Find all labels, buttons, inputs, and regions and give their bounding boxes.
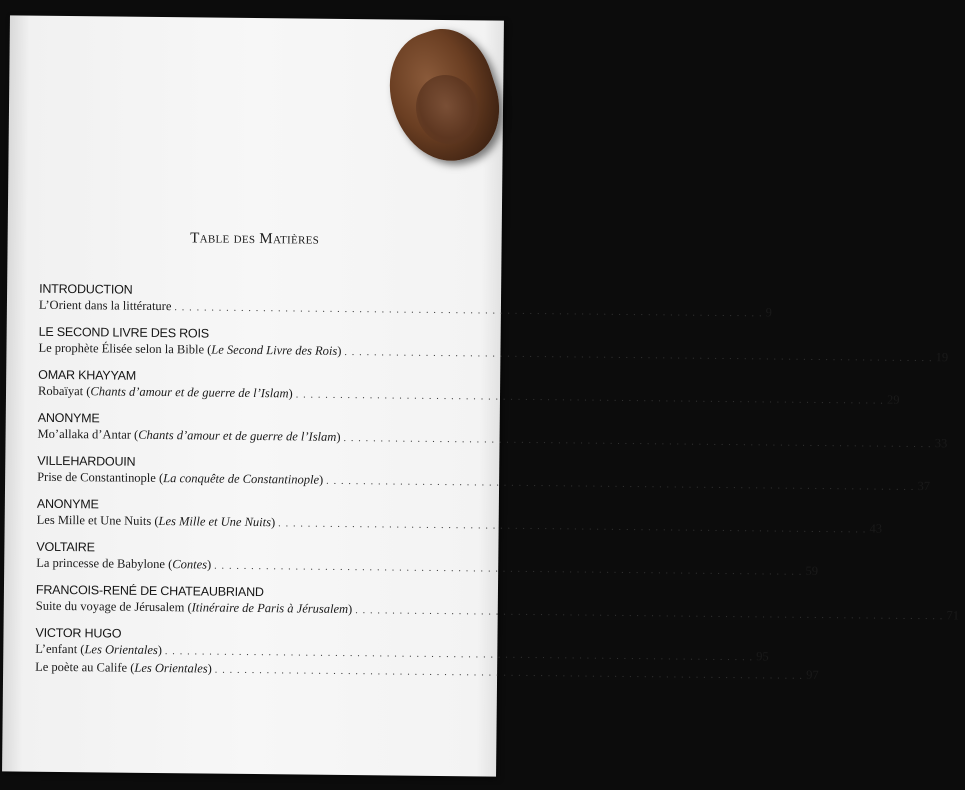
toc-item-title: L’enfant (Les Orientales)	[35, 641, 163, 658]
toc-item-source: Chants d’amour et de guerre de l’Islam	[90, 384, 289, 401]
toc-item-source: Les Orientales	[84, 642, 158, 658]
toc-item	[37, 426, 948, 451]
toc-list	[35, 281, 960, 691]
toc-item	[37, 469, 931, 494]
toc-item-title: Le prophète Élisée selon la Bible (Le Second Livre des Rois)	[38, 340, 342, 358]
toc-author: ANONYME	[37, 410, 100, 426]
page-number: 59	[805, 563, 819, 578]
dot-leader: . . . . . . . . . . . . . . . . . . . . . . . . . . . . . . . . . . . . . . . . . . . . . . . . . . . . . . . . . . . . . . . . . . . . . . . . . . . . . . . .	[214, 664, 804, 682]
toc-item-title: Les Mille et Une Nuits (Les Mille et Une Nuits)	[36, 512, 276, 530]
dot-leader: . . . . . . . . . . . . . . . . . . . . . . . . . . . . . . . . . . . . . . . . . . . . . . . . . . . . . . . . . . . . . . . . . . . . . . . . . . . . . . . .	[164, 646, 754, 664]
toc-item-title: Prise de Constantinople (La conquête de Constantinople)	[37, 469, 324, 487]
toc-entry	[37, 367, 900, 407]
toc-item	[38, 340, 949, 365]
dot-leader: . . . . . . . . . . . . . . . . . . . . . . . . . . . . . . . . . . . . . . . . . . . . . . . . . . . . . . . . . . . . . . . . . . . . . . . . . . . . . . . .	[174, 302, 763, 320]
toc-item-title: La princesse de Babylone (Contes)	[36, 555, 212, 572]
toc-item-title: Suite du voyage de Jérusalem (Itinéraire de Paris à Jérusalem)	[35, 598, 353, 617]
toc-item-title: Robaïyat (Chants d’amour et de guerre de l’Islam)	[37, 383, 293, 401]
toc-entry	[37, 453, 931, 494]
toc-item	[35, 598, 960, 623]
dot-leader: . . . . . . . . . . . . . . . . . . . . . . . . . . . . . . . . . . . . . . . . . . . . . . . . . . . . . . . . . . . . . . . . . . . . . . . . . . . . . . . .	[343, 432, 932, 451]
toc-item-source: Contes	[172, 557, 208, 572]
page-number: 95	[756, 649, 769, 664]
stone-carving	[407, 67, 488, 153]
dot-leader: . . . . . . . . . . . . . . . . . . . . . . . . . . . . . . . . . . . . . . . . . . . . . . . . . . . . . . . . . . . . . . . . . . . . . . . . . . . . . . . .	[355, 605, 944, 623]
dot-leader: . . . . . . . . . . . . . . . . . . . . . . . . . . . . . . . . . . . . . . . . . . . . . . . . . . . . . . . . . . . . . . . . . . . . . . . . . . . . . . . .	[278, 518, 867, 536]
toc-author: INTRODUCTION	[39, 281, 133, 297]
toc-item-source: Les Orientales	[134, 660, 208, 676]
toc-entry	[36, 496, 883, 536]
page-number: 97	[806, 667, 819, 682]
toc-item	[36, 512, 883, 536]
toc-entry	[37, 410, 948, 451]
toc-item-source: Itinéraire de Paris à Jérusalem	[191, 600, 349, 617]
toc-item-source: La conquête de Constantinople	[163, 471, 320, 487]
toc-item-title: L’Orient dans la littérature	[38, 297, 172, 314]
toc-item-title: Le poète au Calife (Les Orientales)	[35, 659, 212, 676]
toc-author: FRANCOIS-RENÉ DE CHATEAUBRIAND	[35, 582, 264, 600]
toc-entry	[35, 582, 960, 623]
toc-entry	[35, 625, 819, 682]
toc-item	[36, 555, 819, 578]
dot-leader: . . . . . . . . . . . . . . . . . . . . . . . . . . . . . . . . . . . . . . . . . . . . . . . . . . . . . . . . . . . . . . . . . . . . . . . . . . . . . . . .	[214, 560, 803, 578]
toc-item	[37, 383, 900, 407]
page-title: Table des Matières	[190, 230, 320, 248]
toc-item-title: Mo’allaka d’Antar (Chants d’amour et de guerre de l’Islam)	[37, 426, 341, 444]
page-number: 9	[765, 305, 773, 320]
toc-author: VILLEHARDOUIN	[37, 453, 136, 469]
page-number: 71	[946, 608, 960, 623]
toc-author: OMAR KHAYYAM	[38, 367, 137, 383]
toc-author: ANONYME	[36, 496, 99, 512]
dot-leader: . . . . . . . . . . . . . . . . . . . . . . . . . . . . . . . . . . . . . . . . . . . . . . . . . . . . . . . . . . . . . . . . . . . . . . . . . . . . . . . .	[344, 346, 933, 365]
toc-entry	[38, 324, 949, 365]
toc-item	[38, 297, 773, 320]
dot-leader: . . . . . . . . . . . . . . . . . . . . . . . . . . . . . . . . . . . . . . . . . . . . . . . . . . . . . . . . . . . . . . . . . . . . . . . . . . . . . . . .	[326, 475, 915, 493]
page-number: 29	[886, 392, 900, 407]
toc-item-source: Le Second Livre des Rois	[211, 342, 338, 358]
toc-entry	[38, 281, 773, 320]
toc-entry	[36, 539, 819, 578]
toc-item-source: Chants d’amour et de guerre de l’Islam	[138, 427, 337, 444]
page-number: 37	[917, 478, 931, 494]
page-number: 43	[869, 521, 883, 536]
toc-author: LE SECOND LIVRE DES ROIS	[38, 324, 209, 341]
toc-author: VOLTAIRE	[36, 539, 95, 555]
toc-author: VICTOR HUGO	[35, 625, 122, 641]
dot-leader: . . . . . . . . . . . . . . . . . . . . . . . . . . . . . . . . . . . . . . . . . . . . . . . . . . . . . . . . . . . . . . . . . . . . . . . . . . . . . . . .	[295, 389, 885, 407]
page-number: 19	[935, 350, 949, 365]
page-number: 33	[934, 436, 948, 451]
toc-item-source: Les Mille et Une Nuits	[158, 514, 272, 530]
